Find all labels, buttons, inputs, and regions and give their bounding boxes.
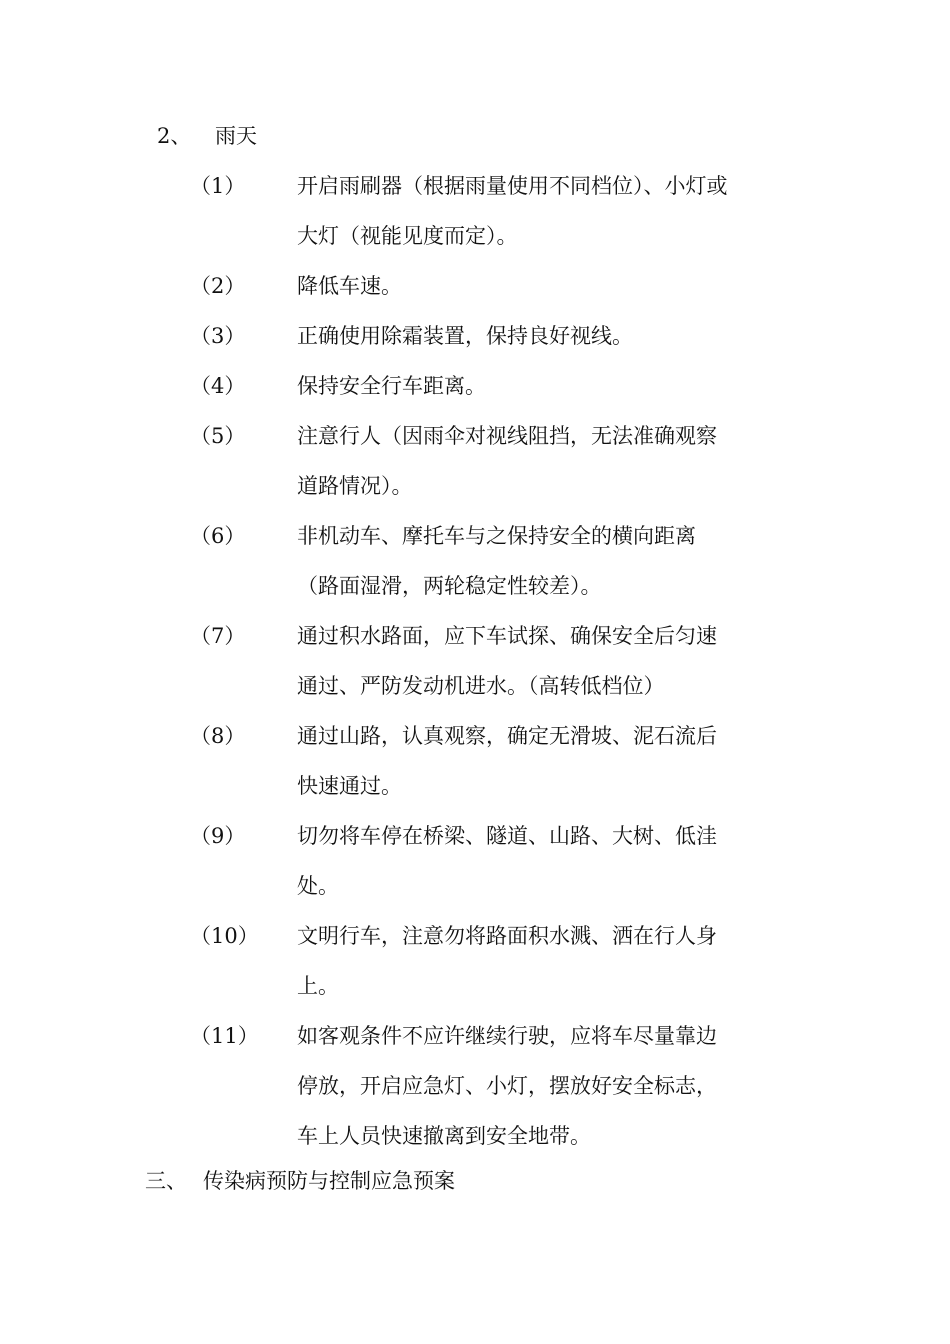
item-number: （9） bbox=[190, 824, 246, 848]
item-number: （8） bbox=[190, 724, 246, 748]
item-number: （10） bbox=[190, 924, 259, 948]
item-text: 切勿将车停在桥梁、隧道、山路、大树、低洼处。 bbox=[297, 824, 717, 898]
item-text: 通过积水路面，应下车试探、确保安全后匀速通过、严防发动机进水。（高转低档位） bbox=[297, 624, 717, 698]
item-text: 保持安全行车距离。 bbox=[297, 374, 486, 398]
item-text: 通过山路，认真观察，确定无滑坡、泥石流后快速通过。 bbox=[297, 724, 717, 798]
item-text: 如客观条件不应许继续行驶，应将车尽量靠边停放，开启应急灯、小灯，摆放好安全标志，车上人员快速撤离到安全地带。 bbox=[297, 1024, 717, 1148]
item-number: （2） bbox=[190, 274, 246, 298]
item-text: 非机动车、摩托车与之保持安全的横向距离（路面湿滑，两轮稳定性较差）。 bbox=[297, 524, 696, 598]
section-title: 雨天 bbox=[215, 124, 257, 148]
item-text: 降低车速。 bbox=[297, 274, 402, 298]
item-number: （5） bbox=[190, 424, 246, 448]
item-number: （11） bbox=[190, 1024, 259, 1048]
section-number: 三、 bbox=[145, 1169, 187, 1193]
item-text: 注意行人（因雨伞对视线阻挡，无法准确观察道路情况）。 bbox=[297, 424, 717, 498]
item-text: 开启雨刷器（根据雨量使用不同档位）、小灯或大灯（视能见度而定）。 bbox=[297, 174, 728, 248]
item-number: （3） bbox=[190, 324, 246, 348]
item-number: （6） bbox=[190, 524, 246, 548]
item-number: （4） bbox=[190, 374, 246, 398]
item-number: （1） bbox=[190, 174, 246, 198]
item-text: 正确使用除霜装置，保持良好视线。 bbox=[297, 324, 633, 348]
item-number: （7） bbox=[190, 624, 246, 648]
section-title: 传染病预防与控制应急预案 bbox=[203, 1169, 455, 1193]
section-number: 2、 bbox=[157, 124, 192, 148]
item-text: 文明行车，注意勿将路面积水溅、洒在行人身上。 bbox=[297, 924, 717, 998]
